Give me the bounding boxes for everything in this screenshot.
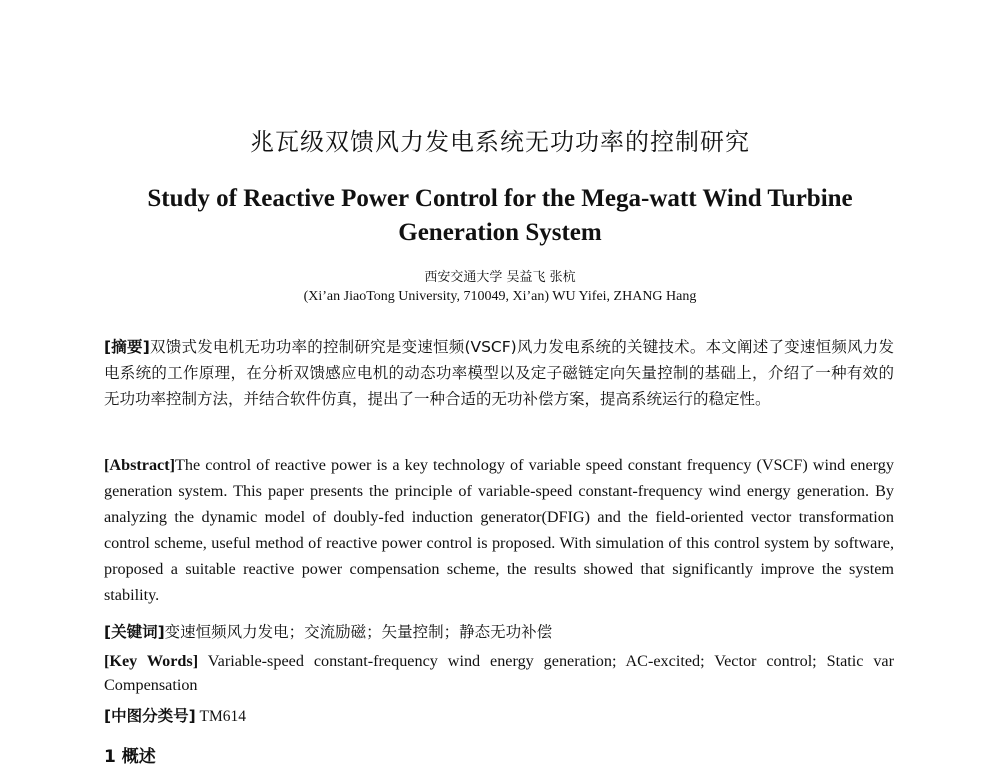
classification-label: [中图分类号] xyxy=(104,707,196,725)
keywords-english-label: [Key Words] xyxy=(104,652,199,670)
abstract-english xyxy=(104,452,894,608)
classification-number xyxy=(104,704,894,729)
classification-code: TM614 xyxy=(195,708,247,725)
keywords-english-text: Variable-speed constant-frequency wind energy generation; AC-excited; Vector control; Static var Compensation xyxy=(104,652,895,694)
section-heading-1: 1 概述 xyxy=(104,747,156,767)
keywords-chinese-label: [关键词] xyxy=(104,623,165,641)
authors-chinese: 西安交通大学 吴益飞 张杭 xyxy=(424,270,576,285)
keywords-english xyxy=(104,649,894,697)
title-english: Study of Reactive Power Control for the Mega-watt Wind Turbine Generation System xyxy=(147,185,853,246)
abstract-chinese xyxy=(104,334,894,412)
keywords-chinese-text: 变速恒频风力发电；交流励磁；矢量控制；静态无功补偿 xyxy=(164,623,553,641)
title-chinese: 兆瓦级双馈风力发电系统无功功率的控制研究 xyxy=(250,128,750,156)
abstract-chinese-label: [摘要] xyxy=(104,338,150,356)
keywords-chinese xyxy=(104,620,894,644)
abstract-english-label: [Abstract] xyxy=(104,456,176,474)
abstract-english-text: The control of reactive power is a key technology of variable speed constant frequency (VSCF) wind energy generation system. This paper presents the principle of variable-speed constant-frequency wind energy generation. By analyzing the dynamic model of doubly-fed induction generator(DFIG) and the field-oriented vector transformation control scheme, useful method of reactive power control is proposed. With simulation of this control system by software, proposed a suitable reactive power compensation scheme, the results showed that significantly improve the system stability. xyxy=(104,456,894,604)
abstract-chinese-text: 双馈式发电机无功功率的控制研究是变速恒频(VSCF)风力发电系统的关键技术。本文阐述了变速恒频风力发电系统的工作原理，在分析双馈感应电机的动态功率模型以及定子磁链定向矢量控制的基础上，介绍了一种有效的无功功率控制方法，并结合软件仿真，提出了一种合适的无功补偿方案，提高系统运行的稳定性。 xyxy=(104,338,894,408)
affiliation-english: (Xi’an JiaoTong University, 710049, Xi’an) WU Yifei, ZHANG Hang xyxy=(303,289,697,304)
